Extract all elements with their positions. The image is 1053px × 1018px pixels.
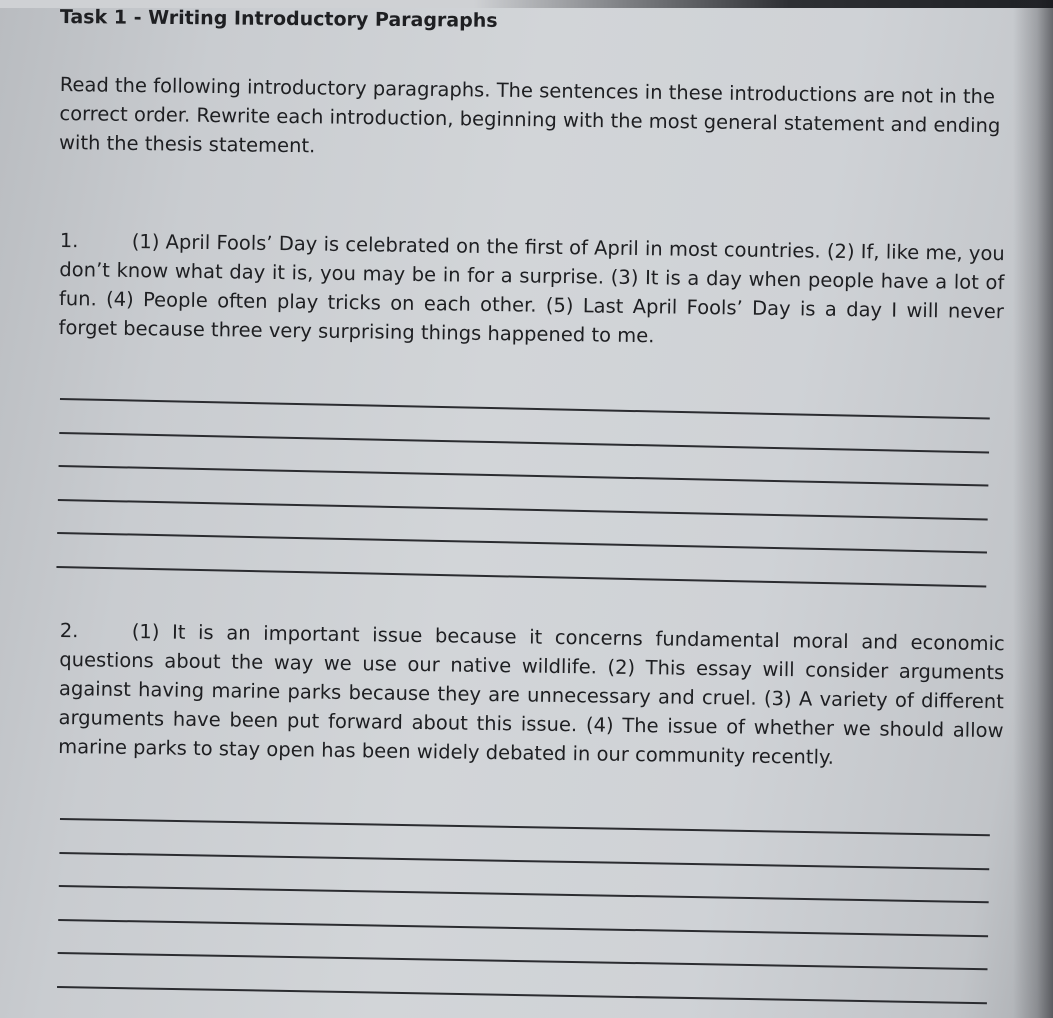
exercise-1-number: 1. — [59, 228, 79, 253]
exercise-2 — [58, 616, 1005, 774]
instructions — [59, 70, 1030, 170]
exercise-2-answer-lines — [57, 818, 990, 1004]
exercise-2-paragraph — [58, 616, 1005, 774]
exercise-1-text: (1) April Fools’ Day is celebrated on the first of April in most countries. (2) If, like me, you don’t know what day it is, you may be in for a surprise. (3) It is a day when people have a lot of fun. (4) People often play tricks on each other. (5) Last April Fools’ Day is a day I will never forget because three very surprising things happened to me. — [58, 230, 1005, 348]
exercise-2-text: (1) It is an important issue because it concerns fundamental moral and economic questions about the way we use our native wildlife. (2) This essay will consider arguments against having marine parks because they are unnecessary and cruel. (3) A variety of different arguments have been put forward about this issue. (4) The issue of whether we should allow marine parks to stay open has been widely debated in our community recently. — [58, 620, 1005, 769]
task-title: Task 1 - Writing Introductory Paragraphs — [59, 6, 498, 32]
right-shadow-edge — [1013, 0, 1053, 1018]
exercise-1-paragraph — [58, 226, 1005, 355]
exercise-2-number: 2. — [59, 618, 79, 643]
exercise-1 — [58, 226, 1005, 355]
exercise-1-answer-lines — [56, 398, 989, 587]
instructions-text: Read the following introductory paragraphs. The sentences in these introductions are not in the correct order. Rewrite each introduction, beginning with the most general statement and ending with the thesis statement. — [58, 72, 1001, 158]
